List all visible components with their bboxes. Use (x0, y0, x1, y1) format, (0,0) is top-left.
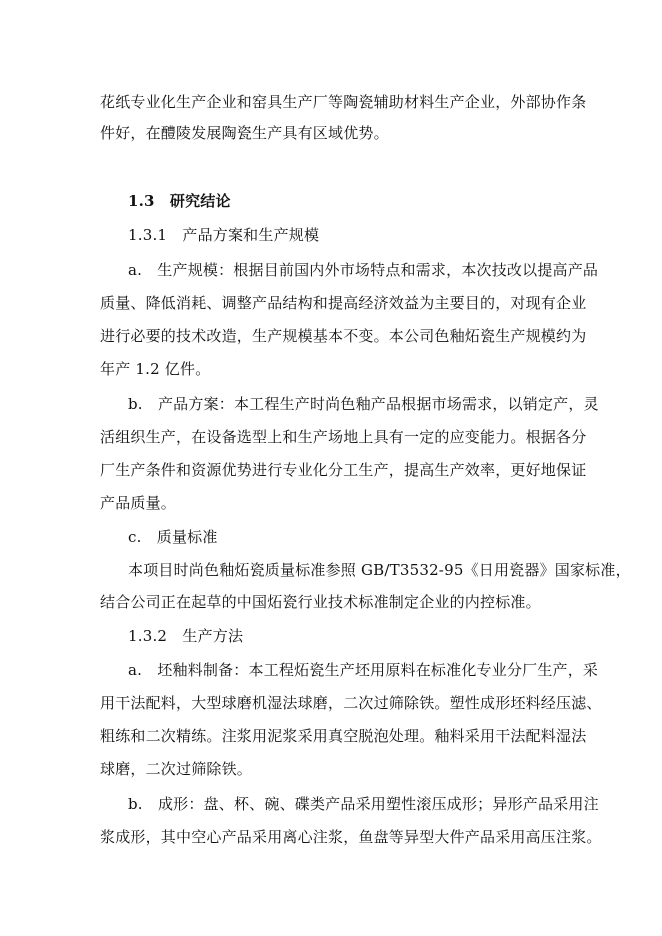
para-scale-line-4: 年产 1.2 亿件。 (100, 360, 211, 378)
quality-standard-line-2: 结合公司正在起草的中国炻瓷行业技术标准制定企业的内控标准。 (100, 593, 541, 611)
para-plan-line-3: 厂生产条件和资源优势进行专业化分工生产，提高生产效率，更好地保证 (100, 461, 587, 479)
section-1-3-1-title: 1.3.1 产品方案和生产规模 (128, 226, 320, 244)
para-plan-line-4: 产品质量。 (100, 494, 177, 512)
para-forming-line-1: b. 成形：盘、杯、碗、碟类产品采用塑性滚压成形；异形产品采用注 (128, 795, 599, 813)
para-scale-line-2: 质量、降低消耗、调整产品结构和提高经济效益为主要目的，对现有企业 (100, 294, 587, 312)
para-plan-line-2: 活组织生产，在设备选型上和生产场地上具有一定的应变能力。根据各分 (100, 428, 587, 446)
para-forming-line-2: 浆成形，其中空心产品采用离心注浆，鱼盘等异型大件产品采用高压注浆。 (100, 828, 602, 846)
quality-standard-line-1: 本项目时尚色釉炻瓷质量标准参照 GB/T3532-95《日用瓷器》国家标准， (128, 561, 631, 579)
para-materials-line-1: a. 坯釉料制备：本工程炻瓷生产坯用原料在标准化专业分厂生产，采 (128, 661, 599, 679)
para-scale-line-3: 进行必要的技术改造，生产规模基本不变。本公司色釉炻瓷生产规模约为 (100, 327, 587, 345)
para-materials-line-4: 球磨，二次过筛除铁。 (100, 760, 253, 778)
para-materials-line-2: 用干法配料，大型球磨机湿法球磨，二次过筛除铁。塑性成形坯料经压滤、 (100, 694, 602, 712)
section-1-3-title: 1.3 研究结论 (128, 192, 231, 210)
para-materials-line-3: 粗练和二次精练。注浆用泥浆采用真空脱泡处理。釉料采用干法配料湿法 (100, 727, 587, 745)
para-plan-line-1: b. 产品方案：本工程生产时尚色釉产品根据市场需求，以销定产，灵 (128, 395, 599, 413)
section-1-3-2-title: 1.3.2 生产方法 (128, 627, 244, 645)
quality-standard-title: c. 质量标准 (128, 528, 218, 546)
intro-line-2: 件好，在醴陵发展陶瓷生产具有区域优势。 (100, 124, 389, 142)
para-scale-line-1: a. 生产规模：根据目前国内外市场特点和需求，本次技改以提高产品 (128, 261, 599, 279)
intro-line-1: 花纸专业化生产企业和窑具生产厂等陶瓷辅助材料生产企业，外部协作条 (100, 93, 587, 111)
